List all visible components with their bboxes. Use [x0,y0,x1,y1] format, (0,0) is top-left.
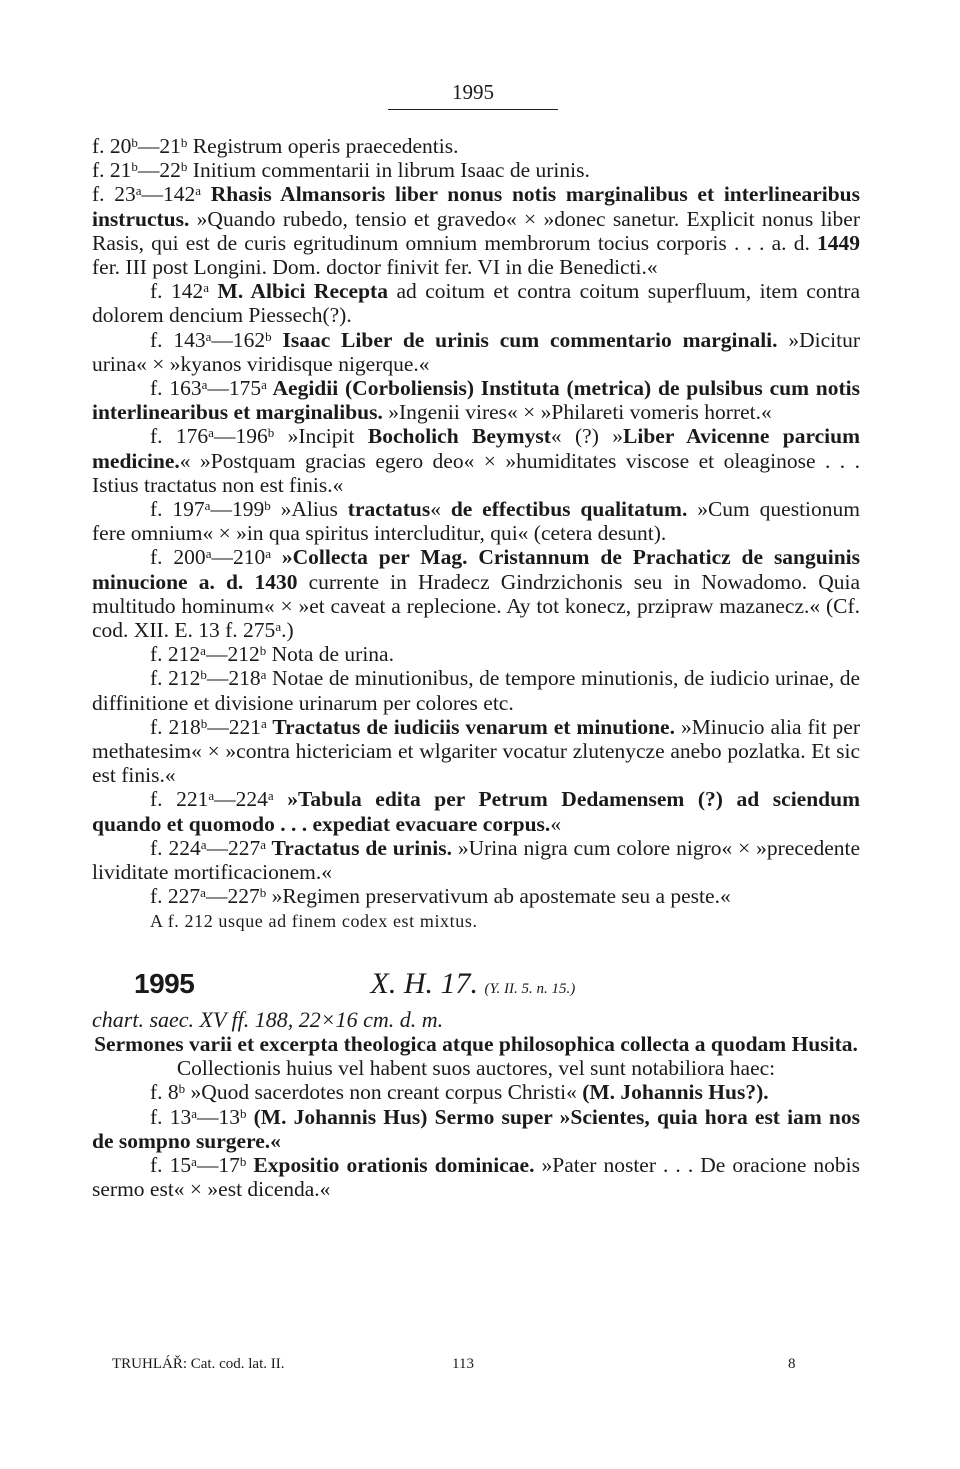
folio-line: f. 212$^b$—218$^a$ Notae de minutionibus, de tempore minutionis, de iudicio urinae, de diffinitione et divisione urinarum per colores etc. [92,666,860,715]
folio-line: f. 15$^a$—17$^b$ Expositio orationis dominicae. »Pater noster . . . De oracione nobis sermo est« × »est dicenda.« [92,1152,860,1202]
folio-line: f. 20$^b$—21$^b$ Registrum operis praecedentis. [92,134,459,158]
folio-line: f. 212$^a$—212$^b$ Nota de urina. [150,642,394,667]
folio-line: f. 224$^a$—227$^a$ Tractatus de urinis. »Urina nigra cum colore nigro« × »precedente lividitate mortificacionem.« [92,835,861,885]
entry-title: Sermones varii et excerpta theologica atque philosophica collecta a quodam Husita. Collectionis huius vel habent suos auctores, vel sunt notabiliora haec: [94,1031,858,1081]
entry-signature: X. H. 17. [370,966,478,1000]
folio-line: f. 142$^a$ M. Albici Recepta ad coitum et contra coitum superfluum, item contra dolorem dencium Piessech(?). [92,279,861,328]
entry-number: 1995 [134,967,195,999]
folio-line: f. 218$^b$—221$^a$ Tractatus de iudiciis venarum et minutione. »Minucio alia fit per methatesim« × »contra hictericiam et wlgariter vocatur zlutenycze anebo pozlatka. Et sic est finis.« [92,714,860,788]
folio-line: f. 227$^a$—227$^b$ »Regimen preservativum ab apostemate seu a peste.« [150,884,731,909]
folio-line: f. 221$^a$—224$^a$ »Tabula edita per Petrum Dedamensem (?) ad sciendum quando et quomodo . . . expediat evacuare corpus.« [92,787,860,836]
folio-line: f. 163$^a$—175$^a$ Aegidii (Corboliensis) Instituta (metrica) de pulsibus cum notis interlinearibus et marginalibus. »Ingenii vires« × »Philareti vomeris horret.« [92,376,860,425]
folio-line: f. 200$^a$—210$^a$ »Collecta per Mag. Cristannum de Prachaticz de sanguinis minucione a. d. 1430 currente in Hradecz Gindrzichonis seu in Nowadomo. Quia multitudo hominum« × »et caveat a replecione. Ay tot konecz, przipraw mazanecz.« (Cf. cod. XII. E. 13 f. 275$^a$.) [92,545,860,643]
catalog-text [92,134,860,1201]
page-header [388,80,558,110]
folio-line: f. 23$^a$—142$^a$ Rhasis Almansoris liber nonus notis marginalibus et interlinearibus instructus. »Quando rubedo, tensio et gravedo« × »donec sanetur. Explicit nonus liber Rasis, qui est de curis egritudinum omnium membrorum tocius corporis . . . a. d. 1449 fer. III post Longini. Dom. doctor finivit fer. VI in die Benedicti.« [92,182,860,280]
folio-line: f. 143$^a$—162$^b$ Isaac Liber de urinis cum commentario marginali. »Dicitur urina« × »kyanos viridisque nigerque.« [92,327,860,376]
entry-heading [92,966,860,1004]
footer-source: TRUHLÁŘ: Cat. cod. lat. II. [112,1356,285,1372]
closing-note: A f. 212 usque ad finem codex est mixtus. [150,910,478,931]
folio-line: f. 176$^a$—196$^b$ »Incipit Bocholich Beymyst« (?) »Liber Avicenne parcium medicine.« »Postquam gracias egero deo« × »humiditates viscose et oleaginose . . . Istius tractatus non est finis.« [92,424,860,497]
folio-line: f. 21$^b$—22$^b$ Initium commentarii in librum Isaac de urinis. [92,158,590,183]
folio-line: f. 8$^b$ »Quod sacerdotes non creant corpus Christi« (M. Johannis Hus?). [150,1080,769,1105]
entry-old-signature: (Y. II. 5. n. 15.) [484,980,576,997]
folio-line: f. 197$^a$—199$^b$ »Alius tractatus« de effectibus qualitatum. »Cum questionum fere omnium« × »in qua spiritus intercluditur, qui« (cetera desunt). [92,497,860,546]
folio-line: f. 13$^a$—13$^b$ (M. Johannis Hus) Sermo super »Scientes, quia hora est iam nos de sompno surgere.« [92,1104,860,1153]
footer-page: 113 [452,1356,474,1372]
footer-signature-mark: 8 [788,1356,796,1372]
entry-description: chart. saec. XV ff. 188, 22×16 cm. d. m. [92,1006,444,1032]
page-number: 1995 [452,80,494,104]
